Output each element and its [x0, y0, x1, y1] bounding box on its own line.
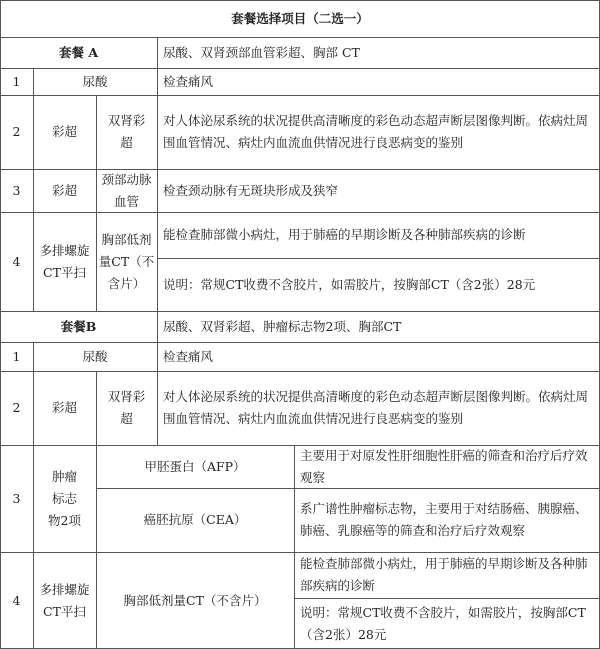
grid-line — [33, 342, 34, 649]
grid-line — [96, 371, 97, 649]
b-row4-note: 说明：常规CT收费不含胶片，如需胶片，按胸部CT（含2张）28元 — [300, 604, 586, 642]
package-b-summary: 尿酸、双肾彩超、肿瘤标志物2项、胸部CT — [163, 318, 402, 334]
a-row3-sub: 颈部动脉血管 — [101, 171, 152, 209]
a-row3-desc: 检查颈动脉有无斑块形成及狭窄 — [163, 182, 339, 198]
a-row3-num: 3 — [12, 182, 21, 198]
b-row4-desc: 能检查肺部微小病灶，用于肺癌的早期诊断及各种肺部疾病的诊断 — [300, 556, 588, 593]
border-line — [0, 0, 600, 1]
grid-line — [294, 598, 600, 599]
package-a-summary: 尿酸、双肾颈部血管彩超、胸部 CT — [163, 44, 360, 60]
package-b-header: 套餐B — [60, 318, 97, 334]
marker-cea-name: 癌胚抗原（CEA） — [143, 512, 247, 527]
a-row2-sub: 双肾彩超 — [107, 113, 146, 150]
b-row3-category: 肿瘤标志物2项 — [48, 468, 81, 528]
marker-afp-name: 甲胚蛋白（AFP） — [144, 458, 246, 474]
b-row1-num: 1 — [12, 348, 21, 364]
b-row1-desc: 检查痛风 — [163, 348, 214, 364]
b-row2-category: 彩超 — [51, 400, 77, 415]
package-a-header: 套餐 A — [58, 44, 99, 60]
table-title: 套餐选择项目（二选一） — [231, 10, 369, 26]
a-row1-category: 尿酸 — [82, 73, 108, 89]
grid-line — [0, 445, 600, 446]
a-row4-num: 4 — [12, 253, 21, 269]
b-row3-num: 3 — [12, 490, 21, 506]
b-row2-sub: 双肾彩超 — [107, 389, 146, 426]
a-row2-desc: 对人体泌尿系统的状况提供高清晰度的彩色动态超声断层图像判断。依病灶周围血管情况、病灶内血流血供情况进行良恶病变的鉴别 — [163, 113, 589, 150]
grid-line — [33, 68, 34, 311]
grid-line — [0, 371, 600, 372]
a-row4-sub: 胸部低剂量CT（不含片） — [98, 231, 155, 291]
b-row4-sub: 胸部低剂量CT（不含片） — [123, 592, 267, 608]
grid-line — [0, 552, 600, 553]
grid-line — [0, 95, 600, 96]
grid-line — [96, 95, 97, 311]
grid-line — [0, 342, 600, 343]
a-row4-desc: 能检查肺部微小病灶，用于肺癌的早期诊断及各种肺部疾病的诊断 — [163, 227, 526, 242]
b-row1-category: 尿酸 — [82, 348, 108, 364]
b-row4-category: 多排螺旋CT平扫 — [39, 581, 90, 619]
grid-line — [157, 258, 600, 259]
grid-line — [294, 445, 295, 649]
grid-line — [0, 311, 600, 312]
grid-line — [0, 68, 600, 69]
grid-line — [0, 169, 600, 170]
a-row4-category: 多排螺旋CT平扫 — [39, 242, 90, 280]
grid-line — [0, 37, 600, 38]
marker-afp-desc: 主要用于对原发性肝细胞性肝癌的筛查和治疗后疗效观察 — [300, 447, 588, 485]
grid-line — [96, 488, 600, 489]
a-row1-num: 1 — [12, 73, 21, 89]
b-row2-num: 2 — [12, 400, 21, 415]
a-row2-num: 2 — [12, 124, 21, 139]
b-row2-desc: 对人体泌尿系统的状况提供高清晰度的彩色动态超声断层图像判断。依病灶周围血管情况、病灶内血流血供情况进行良恶病变的鉴别 — [163, 389, 589, 426]
a-row1-desc: 检查痛风 — [163, 73, 214, 89]
a-row2-category: 彩超 — [51, 124, 77, 139]
grid-line — [157, 37, 158, 445]
b-row4-num: 4 — [12, 592, 21, 608]
grid-line — [0, 212, 600, 213]
a-row4-note: 说明：常规CT收费不含胶片，如需胶片，按胸部CT（含2张）28元 — [163, 276, 536, 292]
marker-cea-desc: 系广谱性肿瘤标志物，主要用于对结肠癌、胰腺癌、肺癌、乳腺癌等的筛查和治疗后疗效观察 — [300, 501, 588, 538]
a-row3-category: 彩超 — [51, 182, 77, 198]
